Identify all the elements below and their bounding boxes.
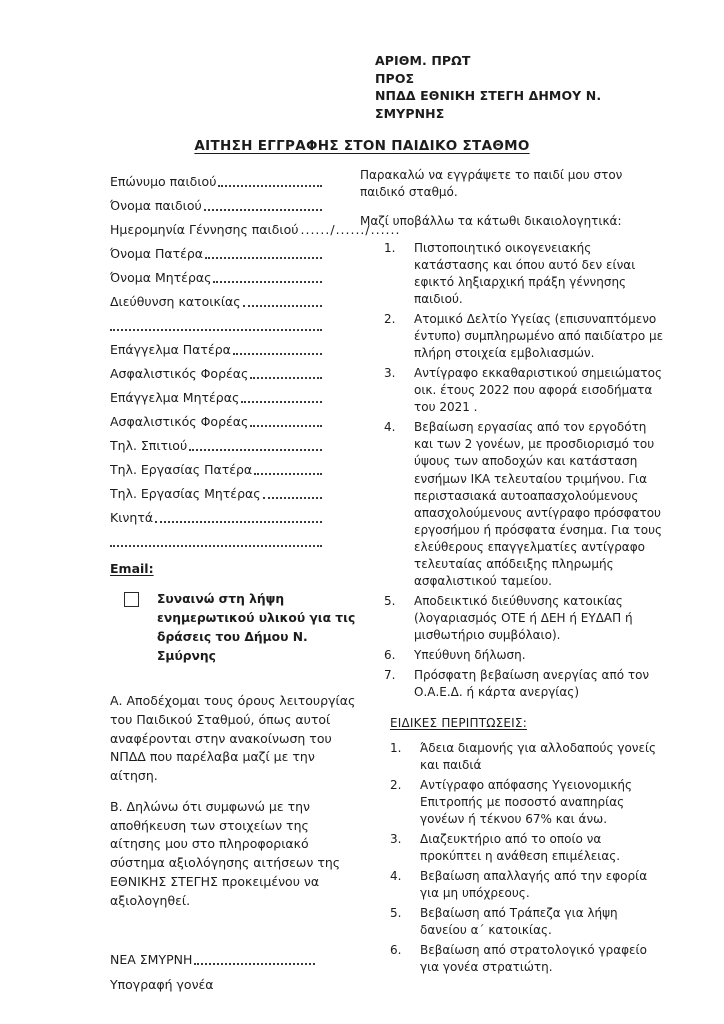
dotted-line (110, 545, 322, 547)
dotted-line (250, 377, 322, 379)
special-item-5: 5. Βεβαίωση από Τράπεζα για λήψη δανείου α΄ κατοικίας. (390, 906, 618, 938)
dotted-line (233, 353, 322, 355)
special-item-2: 2. Αντίγραφο απόφασης Υγειονομικής Επιτροπής με ποσοστό αναπηρίας γονέων ή τέκνου 67% και άνω. (390, 778, 633, 827)
dotted-line (263, 497, 322, 499)
dotted-line (155, 521, 322, 523)
field-mother-occupation: Επάγγελμα Μητέρας (110, 381, 322, 405)
dotted-line (241, 401, 322, 403)
special-cases-heading: ΕΙΔΙΚΕΣ ΠΕΡΙΠΤΩΣΕΙΣ: (390, 715, 527, 730)
terms-paragraph-a: Α. Αποδέχομαι τους όρους λειτουργίας του Παιδικού Σταθμού, όπως αυτοί αναφέρονται στην ανακοίνωση του ΝΠΔΔ που παρέλαβα μαζί με την αίτηση. (110, 693, 356, 784)
field-father-work-phone: Τηλ. Εργασίας Πατέρα (110, 453, 322, 477)
parent-signature-label: Υπογραφή γονέα (110, 977, 214, 993)
dotted-line (243, 305, 322, 307)
field-home-phone: Τηλ. Σπιτιού (110, 429, 322, 453)
field-father-insurance: Ασφαλιστικός Φορέας (110, 357, 322, 381)
date-dotted-mask: ....../....../...... (300, 222, 401, 237)
doc-item-5: 5. Αποδεικτικό διεύθυνσης κατοικίας (λογαριασμός ΟΤΕ ή ΔΕΗ ή ΕΥΔΑΠ ή μισθωτήριο συμβόλαιο). (384, 593, 633, 642)
doc-item-3: 3. Αντίγραφο εκκαθαριστικού σημειώματος οικ. έτους 2022 που αφορά εισοδήματα του 2021 . (384, 366, 663, 415)
dotted-line (194, 963, 315, 965)
special-item-6: 6. Βεβαίωση από στρατολογικό γραφείο για γονέα στρατιώτη. (390, 943, 647, 975)
field-child-birthdate: Ημερομηνία Γέννησης παιδιού ....../....../...... (110, 222, 401, 237)
applicant-details-column (110, 165, 401, 993)
doc-item-7: 7. Πρόσφατη βεβαίωση ανεργίας από τον Ο.Α.Ε.Δ. ή κάρτα ανεργίας) (384, 667, 650, 699)
recipient-org-line: ΝΠΔΔ ΕΘΝΙΚΗ ΣΤΕΓΗ ΔΗΜΟΥ Ν. (375, 88, 602, 103)
consent-label: Συναινώ στη λήψη ενημερωτικού υλικού για τις δράσεις του Δήμου Ν. Σμύρνης (157, 592, 356, 664)
consent-section (110, 590, 362, 666)
to-line: ΠΡΟΣ (375, 70, 415, 86)
dotted-line (189, 449, 322, 451)
request-intro-text: Παρακαλώ να εγγράψετε το παιδί μου στον παιδικό σταθμό. (360, 168, 623, 200)
field-mother-work-phone: Τηλ. Εργασίας Μητέρας (110, 477, 322, 501)
dotted-line (213, 281, 322, 283)
email-field-label: Email: (110, 561, 154, 576)
dotted-line (254, 473, 322, 475)
dotted-line (110, 329, 322, 331)
doc-item-4: 4. Βεβαίωση εργασίας από τον εργοδότη και των 2 γονέων, με προσδιορισμό του ύψους των αποδοχών και κατάσταση ενσήμων ΙΚΑ τελευταίου τριμήνου. Για περιστασιακά αυτοαπασχολούμενους απασχολούμενους αντίγραφο πρόσφατου εργοσήμου ή πρόσφατα ένσημα. Για τους ελεύθερους επαγγελματίες αντίγραφο τελευταίας απόδειξης πληρωμής ασφαλιστικού ταμείου. (384, 420, 663, 588)
field-mother-insurance: Ασφαλιστικός Φορέας (110, 405, 322, 429)
documents-list (360, 240, 665, 701)
dotted-line (204, 209, 322, 211)
documents-heading: Μαζί υποβάλλω τα κάτωθι δικαιολογητικά: (360, 214, 622, 229)
consent-checkbox[interactable] (124, 592, 139, 607)
doc-item-1: 1. Πιστοποιητικό οικογενειακής κατάστασης και όπου αυτό δεν είναι εφικτό ληξιαρχική πράξη γέννησης παιδιού. (384, 241, 636, 307)
place-date-line (110, 952, 315, 967)
special-cases-list (360, 740, 665, 976)
dotted-line (218, 185, 322, 187)
recipient-block (375, 52, 601, 122)
special-item-3: 3. Διαζευκτήριο από το οποίο να προκύπτει η ανάθεση επιμέλειας. (390, 832, 621, 864)
field-child-surname: Επώνυμο παιδιού (110, 165, 322, 189)
special-item-1: 1. Άδεια διαμονής για αλλοδαπούς γονείς και παιδιά (390, 740, 657, 772)
field-home-address: Διεύθυνση κατοικίας (110, 285, 322, 309)
dotted-line (250, 425, 322, 427)
recipient-org-line-2: ΣΜΥΡΝΗΣ (375, 105, 445, 121)
dotted-line (205, 257, 322, 259)
field-mobile-phones: Κινητά (110, 501, 322, 525)
place-label: ΝΕΑ ΣΜΥΡΝΗ (110, 952, 193, 968)
terms-paragraph-b: Β. Δηλώνω ότι συμφωνώ με την αποθήκευση των στοιχείων της αίτησης μου στο πληροφοριακό σύστημα αξιολόγησης αιτήσεων της ΕΘΝΙΚΗΣ ΣΤΕΓΗΣ προκειμένου να αξιολογηθεί. (110, 798, 341, 908)
special-item-4: 4. Βεβαίωση απαλλαγής από την εφορία για μη υπόχρεους. (390, 869, 648, 901)
doc-item-6: 6. Υπεύθυνη δήλωση. (384, 647, 526, 662)
field-child-name: Όνομα παιδιού (110, 189, 322, 213)
page-title: ΑΙΤΗΣΗ ΕΓΓΡΑΦΗΣ ΣΤΟΝ ΠΑΙΔΙΚΟ ΣΤΑΘΜΟ (194, 138, 530, 154)
doc-item-2: 2. Ατομικό Δελτίο Υγείας (επισυναπτόμενο έντυπο) συμπληρωμένο από παιδίατρο με πλήρη στοιχεία εμβολιασμών. (384, 312, 664, 361)
field-mobile-phones-continued (110, 525, 322, 549)
field-home-address-continued (110, 309, 322, 333)
field-father-occupation: Επάγγελμα Πατέρα (110, 333, 322, 357)
field-mother-name: Όνομα Μητέρας (110, 261, 322, 285)
protocol-number-line: ΑΡΙΘΜ. ΠΡΩΤ (375, 53, 471, 68)
supporting-documents-column (360, 167, 665, 979)
field-father-name: Όνομα Πατέρα (110, 237, 322, 261)
